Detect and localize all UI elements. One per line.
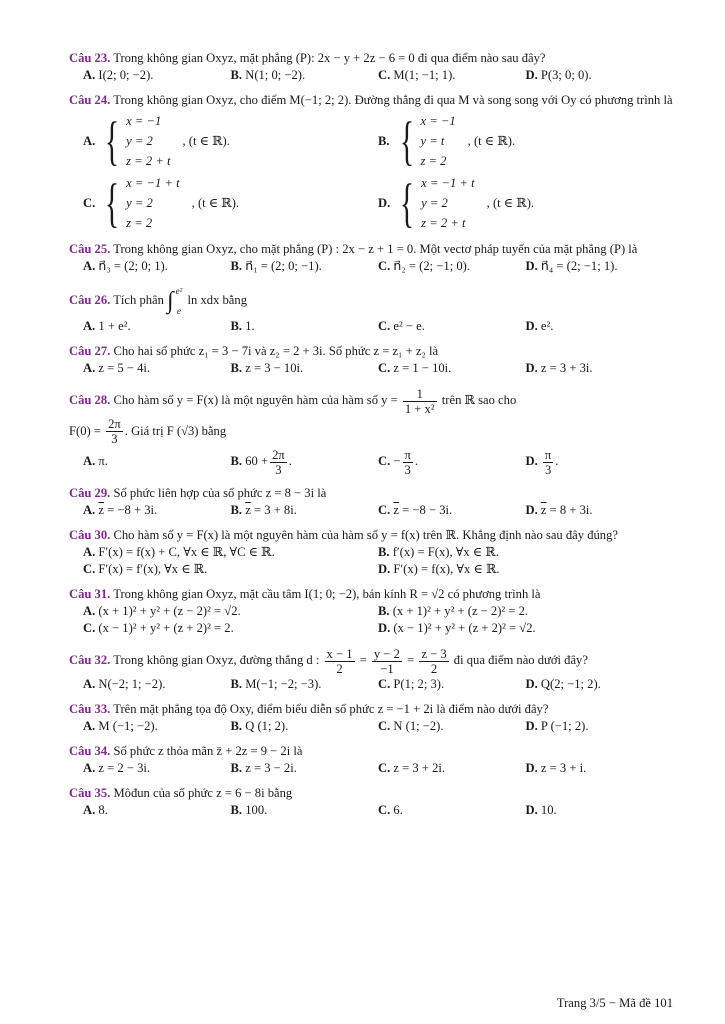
option-d[interactable]: D. e². bbox=[525, 319, 554, 334]
question-stem: Trong không gian Oxyz, mặt cầu tâm I(1; 0; −2), bán kính R = √2 có phương trình là bbox=[113, 586, 541, 601]
option-c[interactable]: C. N (1; −2). bbox=[378, 718, 444, 733]
question-stem: Trong không gian Oxyz, đường thẳng d : bbox=[113, 652, 320, 667]
brace-icon: { bbox=[400, 173, 415, 233]
option-b[interactable]: B. 60 + $\frac{2\pi}{3}$ . bbox=[230, 447, 292, 477]
option-a[interactable]: A. z = 5 − 4i. bbox=[83, 361, 151, 376]
question-stem: Trong không gian Oxyz, cho điểm M(−1; 2; 2). Đường thẳng đi qua M và song song với Oy có phương trình là bbox=[113, 93, 673, 107]
option-a[interactable]: A. N(−2; 1; −2). bbox=[83, 676, 166, 691]
option-d[interactable]: D. P (−1; 2). bbox=[525, 718, 589, 733]
brace-icon: { bbox=[399, 111, 414, 171]
question-label: Câu 23. bbox=[69, 51, 111, 65]
option-a[interactable]: A. M (−1; −2). bbox=[83, 718, 158, 733]
question-stem: Cho hàm số y = F(x) là một nguyên hàm của hàm số y = f(x) trên ℝ. Khẳng định nào sau đây đúng? bbox=[113, 527, 618, 542]
question-stem: Tích phân bbox=[113, 293, 164, 307]
option-a[interactable]: A. $\overline{z} = -8 + 3i$. bbox=[83, 502, 158, 517]
option-a[interactable]: A. π. bbox=[83, 454, 108, 469]
question-stem: Trên mặt phẳng tọa độ Oxy, điểm biểu diễn số phức z = −1 + 2i là điểm nào dưới đây? bbox=[113, 701, 549, 716]
question-33 bbox=[69, 701, 673, 735]
option-d[interactable]: D. P(3; 0; 0). bbox=[525, 68, 592, 82]
page-footer: Trang 3/5 − Mã đề 101 bbox=[556, 996, 673, 1010]
question-label: Câu 35. bbox=[69, 785, 111, 800]
question-stem: Cho hai số phức z₁ = 3 − 7i và z₂ = 2 + 3i. Số phức z = z₁ + z₂ là bbox=[113, 344, 439, 359]
option-b[interactable]: B. 100. bbox=[230, 802, 268, 817]
question-stem: Trong không gian Oxyz, mặt phẳng (P): 2x − y + 2z − 6 = 0 đi qua điểm nào sau đây? bbox=[113, 51, 546, 65]
option-a[interactable]: A. z = 2 − 3i. bbox=[83, 760, 151, 775]
question-stem: Số phức liên hợp của số phức z = 8 − 3i là bbox=[113, 485, 327, 500]
option-d[interactable]: D. F′(x) = f(x), ∀x ∈ ℝ. bbox=[378, 561, 500, 576]
option-b[interactable]: B. (x + 1)² + y² + (z − 2)² = 2. bbox=[378, 603, 529, 618]
question-32: Câu 32. Trong không gian Oxyz, đường thẳng d : $\frac{x - 1}{2}$ = $\frac{y - 2}{-1}$ = $\frac{z - 3}{2}$ đi qua điểm nào dưới đây? A. N(−2; 1; −2). B. M(−1; −2; −3). C. P(1; 2; 3). D. Q(2; −1; 2). bbox=[69, 645, 673, 693]
question-label: Câu 24. bbox=[69, 93, 111, 107]
option-a[interactable]: A. (x + 1)² + y² + (z − 2)² = √2. bbox=[83, 603, 241, 618]
question-28: Câu 28. Cho hàm số y = F(x) là một nguyên hàm của hàm số y = $\frac{1}{\text{1 + x²}}$ trên ℝ sao cho F(0) = $\frac{2\pi}{3}$ . Giá trị F (√3) bằng A. π. B. 60 + $\frac{2\pi}{3}$ . C. − $\frac{\pi}{3}$ . D. $\frac{\pi}{3}$ . bbox=[69, 385, 673, 477]
option-c[interactable]: C. P(1; 2; 3). bbox=[378, 676, 445, 691]
question-24 bbox=[69, 92, 673, 233]
option-c[interactable]: C. z = 3 + 2i. bbox=[378, 760, 446, 775]
option-a[interactable]: A. 8. bbox=[83, 802, 108, 817]
option-b[interactable]: B. f′(x) = F(x), ∀x ∈ ℝ. bbox=[378, 544, 499, 559]
question-stem: Trong không gian Oxyz, cho mặt phẳng (P) : 2x − z + 1 = 0. Một vectơ pháp tuyến của mặt phẳng (P) là bbox=[113, 242, 638, 256]
option-b[interactable]: B. z = 3 − 10i. bbox=[230, 361, 304, 376]
option-c[interactable]: C. M(1; −1; 1). bbox=[378, 68, 456, 82]
option-b[interactable]: B. 1. bbox=[230, 319, 255, 334]
option-b[interactable]: B. M(−1; −2; −3). bbox=[230, 676, 322, 691]
option-c[interactable]: C. n⃗₂ = (2; −1; 0). bbox=[378, 259, 471, 273]
fraction: $\frac{1}{\text{1 + x²}}$ bbox=[404, 386, 435, 416]
option-c[interactable]: C. z = 1 − 10i. bbox=[378, 361, 452, 376]
question-35 bbox=[69, 785, 673, 819]
option-a[interactable]: A. I(2; 0; −2). bbox=[83, 68, 154, 82]
option-d[interactable]: D. z = 3 + 3i. bbox=[525, 361, 593, 376]
option-c[interactable]: C. F′(x) = f′(x), ∀x ∈ ℝ. bbox=[83, 561, 208, 576]
option-b[interactable]: B. Q (1; 2). bbox=[230, 718, 289, 733]
option-b[interactable]: B. $\overline{z} = 3 + 8i$. bbox=[230, 502, 297, 517]
option-d[interactable]: D. $\overline{z} = 8 + 3i$. bbox=[525, 502, 593, 517]
question-label: Câu 30. bbox=[69, 527, 111, 542]
option-d[interactable]: D. (x − 1)² + y² + (z + 2)² = √2. bbox=[378, 620, 536, 635]
brace-icon: { bbox=[105, 111, 120, 171]
question-stem: Môđun của số phức z = 6 − 8i bằng bbox=[113, 785, 293, 800]
question-label: Câu 29. bbox=[69, 485, 111, 500]
question-23 bbox=[69, 50, 673, 84]
question-label: Câu 27. bbox=[69, 344, 111, 359]
question-label: Câu 28. bbox=[69, 393, 111, 408]
option-c[interactable]: C. − $\frac{\pi}{3}$ . bbox=[378, 447, 419, 477]
option-d[interactable]: D. { x = −1 + t y = 2 z = 2 + t , (t ∈ ℝ). bbox=[378, 173, 535, 233]
question-31 bbox=[69, 586, 673, 637]
question-29 bbox=[69, 485, 673, 519]
option-d[interactable]: D. n⃗₄ = (2; −1; 1). bbox=[525, 259, 618, 273]
option-d[interactable]: D. Q(2; −1; 2). bbox=[525, 676, 601, 691]
option-b[interactable]: B. n⃗₁ = (2; 0; −1). bbox=[230, 259, 322, 273]
option-a[interactable]: A. 1 + e². bbox=[83, 319, 131, 334]
question-stem: Cho hàm số y = F(x) là một nguyên hàm của hàm số y = bbox=[113, 393, 398, 408]
exam-page bbox=[69, 50, 673, 827]
option-d[interactable]: D. 10. bbox=[525, 802, 557, 817]
question-27 bbox=[69, 343, 673, 377]
question-label: Câu 33. bbox=[69, 701, 111, 716]
question-25 bbox=[69, 241, 673, 275]
question-30 bbox=[69, 527, 673, 578]
option-b[interactable]: B. z = 3 − 2i. bbox=[230, 760, 297, 775]
option-b[interactable]: B. { x = −1 y = t z = 2 , (t ∈ ℝ). bbox=[378, 111, 516, 171]
option-d[interactable]: D. $\frac{\pi}{3}$ . bbox=[525, 447, 559, 477]
option-c[interactable]: C. $\overline{z} = -8 - 3i$. bbox=[378, 502, 453, 517]
option-a[interactable]: A. n⃗₃ = (2; 0; 1). bbox=[83, 259, 168, 273]
question-stem: Số phức z thỏa mãn z̄ + 2z = 9 − 2i là bbox=[113, 743, 303, 758]
question-26: Câu 26. Tích phân ∫ e² e ln xdx bằng A. 1 + e². B. 1. C. e² − e. D. e². bbox=[69, 283, 673, 335]
option-a[interactable]: A. F′(x) = f(x) + C, ∀x ∈ ℝ, ∀C ∈ ℝ. bbox=[83, 544, 275, 559]
option-c[interactable]: C. 6. bbox=[378, 802, 403, 817]
integral-icon: ∫ bbox=[167, 288, 174, 315]
option-c[interactable]: C. { x = −1 + t y = 2 z = 2 , (t ∈ ℝ). bbox=[83, 173, 240, 233]
option-b[interactable]: B. N(1; 0; −2). bbox=[230, 68, 306, 82]
question-label: Câu 34. bbox=[69, 743, 111, 758]
question-label: Câu 26. bbox=[69, 293, 111, 307]
fraction: $\frac{2\pi}{3}$ bbox=[108, 417, 121, 447]
question-label: Câu 32. bbox=[69, 652, 111, 667]
brace-icon: { bbox=[105, 173, 120, 233]
question-label: Câu 25. bbox=[69, 242, 111, 256]
question-label: Câu 31. bbox=[69, 586, 111, 601]
option-c[interactable]: C. e² − e. bbox=[378, 319, 425, 334]
option-c[interactable]: C. (x − 1)² + y² + (z + 2)² = 2. bbox=[83, 620, 234, 635]
option-d[interactable]: D. z = 3 + i. bbox=[525, 760, 587, 775]
option-a[interactable]: A. { x = −1 y = 2 z = 2 + t , (t ∈ ℝ). bbox=[83, 111, 230, 171]
question-34 bbox=[69, 743, 673, 777]
